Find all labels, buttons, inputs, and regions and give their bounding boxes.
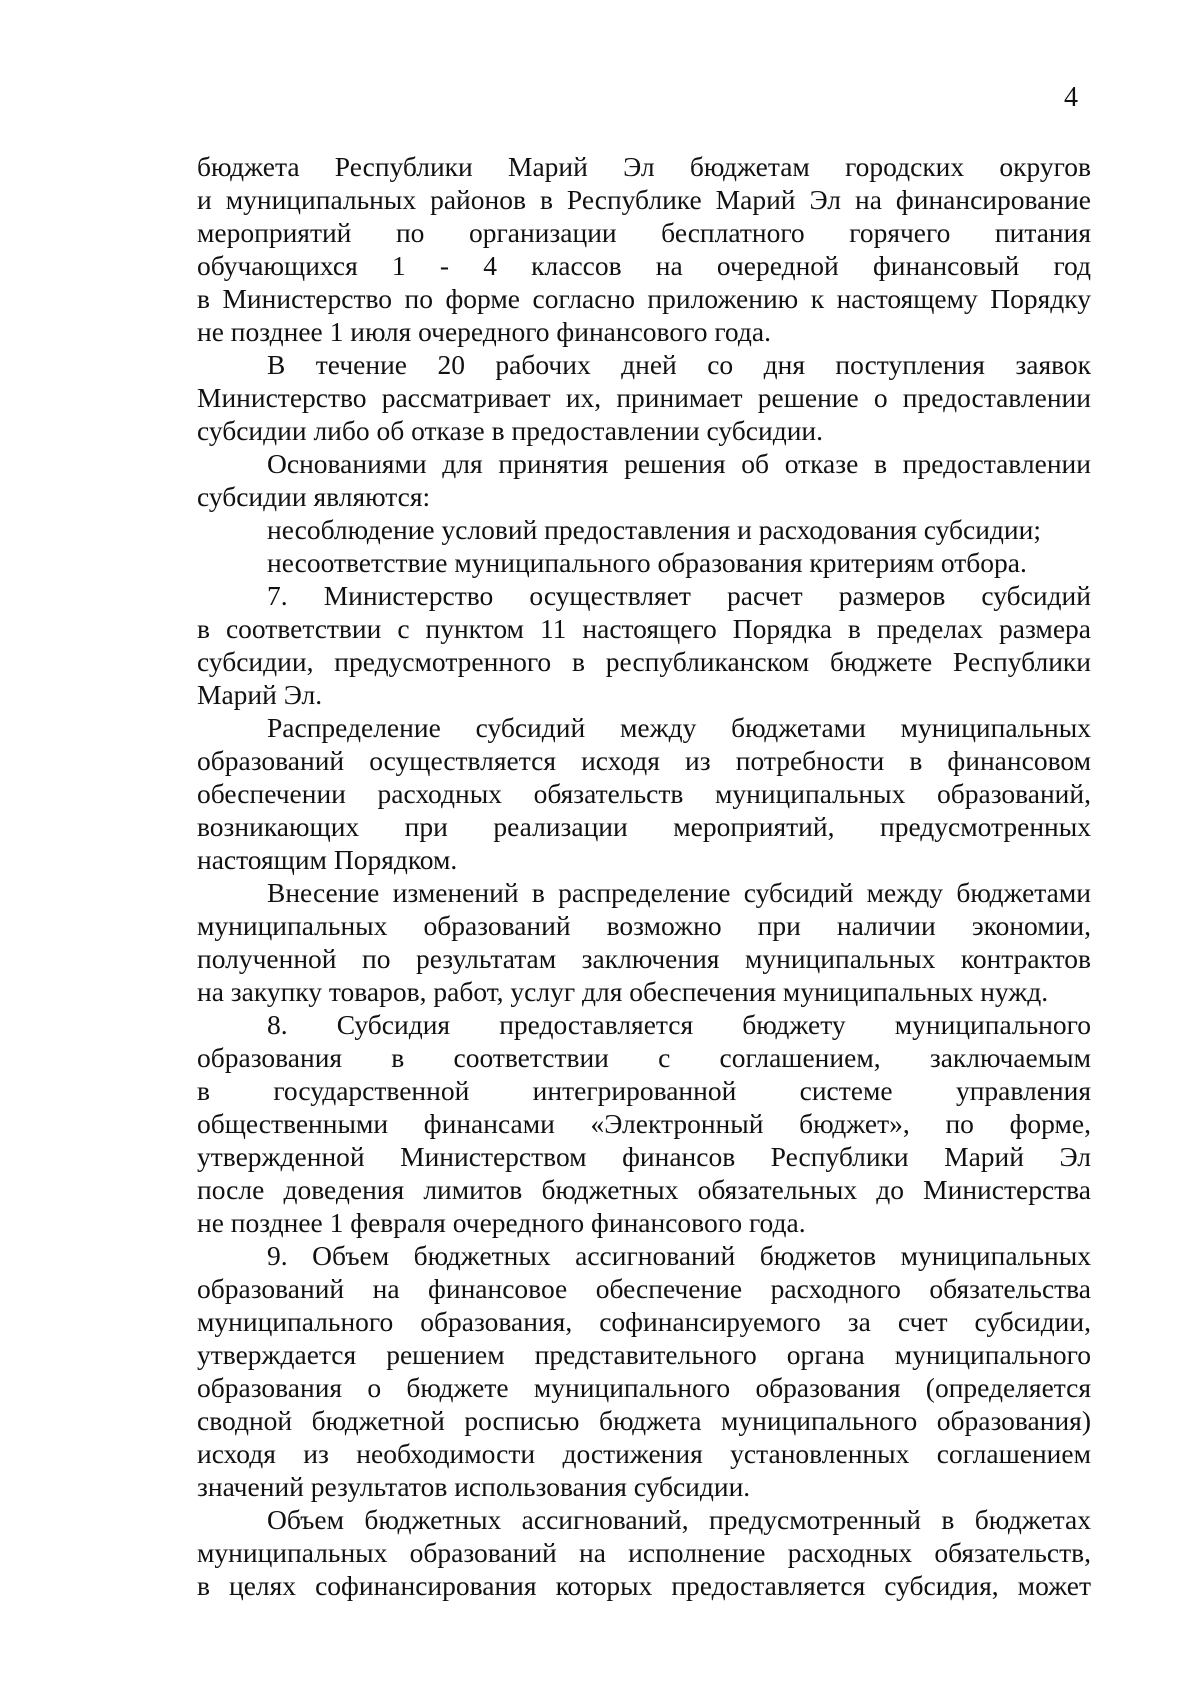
text-line: в целях софинансирования которых предоставляется субсидия, может (197, 1570, 1091, 1601)
document-body (197, 150, 1091, 1602)
text-line: не позднее 1 июля очередного финансового года. (197, 316, 771, 347)
text-line: 7. Министерство осуществляет расчет размеров субсидий (267, 580, 1091, 611)
text-line: субсидии являются: (197, 481, 431, 512)
text-line: в соответствии с пунктом 11 настоящего Порядка в пределах размера (197, 613, 1091, 644)
paragraph (197, 546, 1091, 579)
text-line: в государственной интегрированной системе управления (197, 1075, 1091, 1106)
text-line: и муниципальных районов в Республике Марий Эл на финансирование (197, 184, 1091, 215)
paragraph (197, 348, 1091, 447)
text-line: сводной бюджетной росписью бюджета муниципального образования) (197, 1405, 1091, 1436)
text-line: 9. Объем бюджетных ассигнований бюджетов муниципальных (267, 1240, 1091, 1271)
paragraph (197, 1503, 1091, 1602)
text-line: образования в соответствии с соглашением, заключаемым (197, 1042, 1091, 1073)
text-line: муниципального образования, софинансируемого за счет субсидии, (197, 1306, 1091, 1337)
text-line: обучающихся 1 - 4 классов на очередной финансовый год (197, 250, 1091, 281)
paragraph (197, 1239, 1091, 1503)
text-line: Внесение изменений в распределение субсидий между бюджетами (267, 877, 1091, 908)
text-line: образований осуществляется исходя из потребности в финансовом (197, 745, 1091, 776)
text-line: Распределение субсидий между бюджетами муниципальных (267, 712, 1091, 743)
text-line: образований на финансовое обеспечение расходного обязательства (197, 1273, 1091, 1304)
text-line: утвержденной Министерством финансов Республики Марий Эл (197, 1141, 1091, 1172)
text-line: образования о бюджете муниципального образования (определяется (197, 1372, 1091, 1403)
text-line: на закупку товаров, работ, услуг для обеспечения муниципальных нужд. (197, 976, 1049, 1007)
paragraph (197, 1008, 1091, 1239)
paragraph (197, 447, 1091, 513)
text-line: Объем бюджетных ассигнований, предусмотренный в бюджетах (267, 1504, 1091, 1535)
paragraph (197, 513, 1091, 546)
text-line: субсидии, предусмотренного в республиканском бюджете Республики (197, 646, 1091, 677)
text-line: не позднее 1 февраля очередного финансового года. (197, 1207, 806, 1238)
text-line: в Министерство по форме согласно приложению к настоящему Порядку (197, 283, 1091, 314)
text-line: 8. Субсидия предоставляется бюджету муниципального (267, 1009, 1091, 1040)
text-line: несоблюдение условий предоставления и расходования субсидии; (267, 514, 1041, 545)
paragraph (197, 579, 1091, 711)
text-line: утверждается решением представительного органа муниципального (197, 1339, 1091, 1370)
paragraph (197, 876, 1091, 1008)
text-line: субсидии либо об отказе в предоставлении субсидии. (197, 415, 824, 446)
paragraph (197, 150, 1091, 348)
text-line: общественными финансами «Электронный бюджет», по форме, (197, 1108, 1091, 1139)
text-line: Марий Эл. (197, 679, 323, 710)
text-line: В течение 20 рабочих дней со дня поступления заявок (267, 349, 1091, 380)
text-line: бюджета Республики Марий Эл бюджетам городских округов (197, 151, 1091, 182)
text-line: исходя из необходимости достижения установленных соглашением (197, 1438, 1091, 1469)
text-line: Министерство рассматривает их, принимает решение о предоставлении (197, 382, 1091, 413)
paragraph (197, 711, 1091, 876)
text-line: возникающих при реализации мероприятий, предусмотренных (197, 811, 1091, 842)
text-line: мероприятий по организации бесплатного горячего питания (197, 217, 1091, 248)
text-line: муниципальных образований возможно при наличии экономии, (197, 910, 1091, 941)
text-line: муниципальных образований на исполнение расходных обязательств, (197, 1537, 1091, 1568)
text-line: настоящим Порядком. (197, 844, 458, 875)
page-number: 4 (1064, 82, 1078, 113)
text-line: Основаниями для принятия решения об отказе в предоставлении (267, 448, 1091, 479)
text-line: полученной по результатам заключения муниципальных контрактов (197, 943, 1091, 974)
text-line: после доведения лимитов бюджетных обязательных до Министерства (197, 1174, 1091, 1205)
text-line: значений результатов использования субсидии. (197, 1471, 751, 1502)
text-line: несоответствие муниципального образования критериям отбора. (267, 547, 1027, 578)
text-line: обеспечении расходных обязательств муниципальных образований, (197, 778, 1091, 809)
